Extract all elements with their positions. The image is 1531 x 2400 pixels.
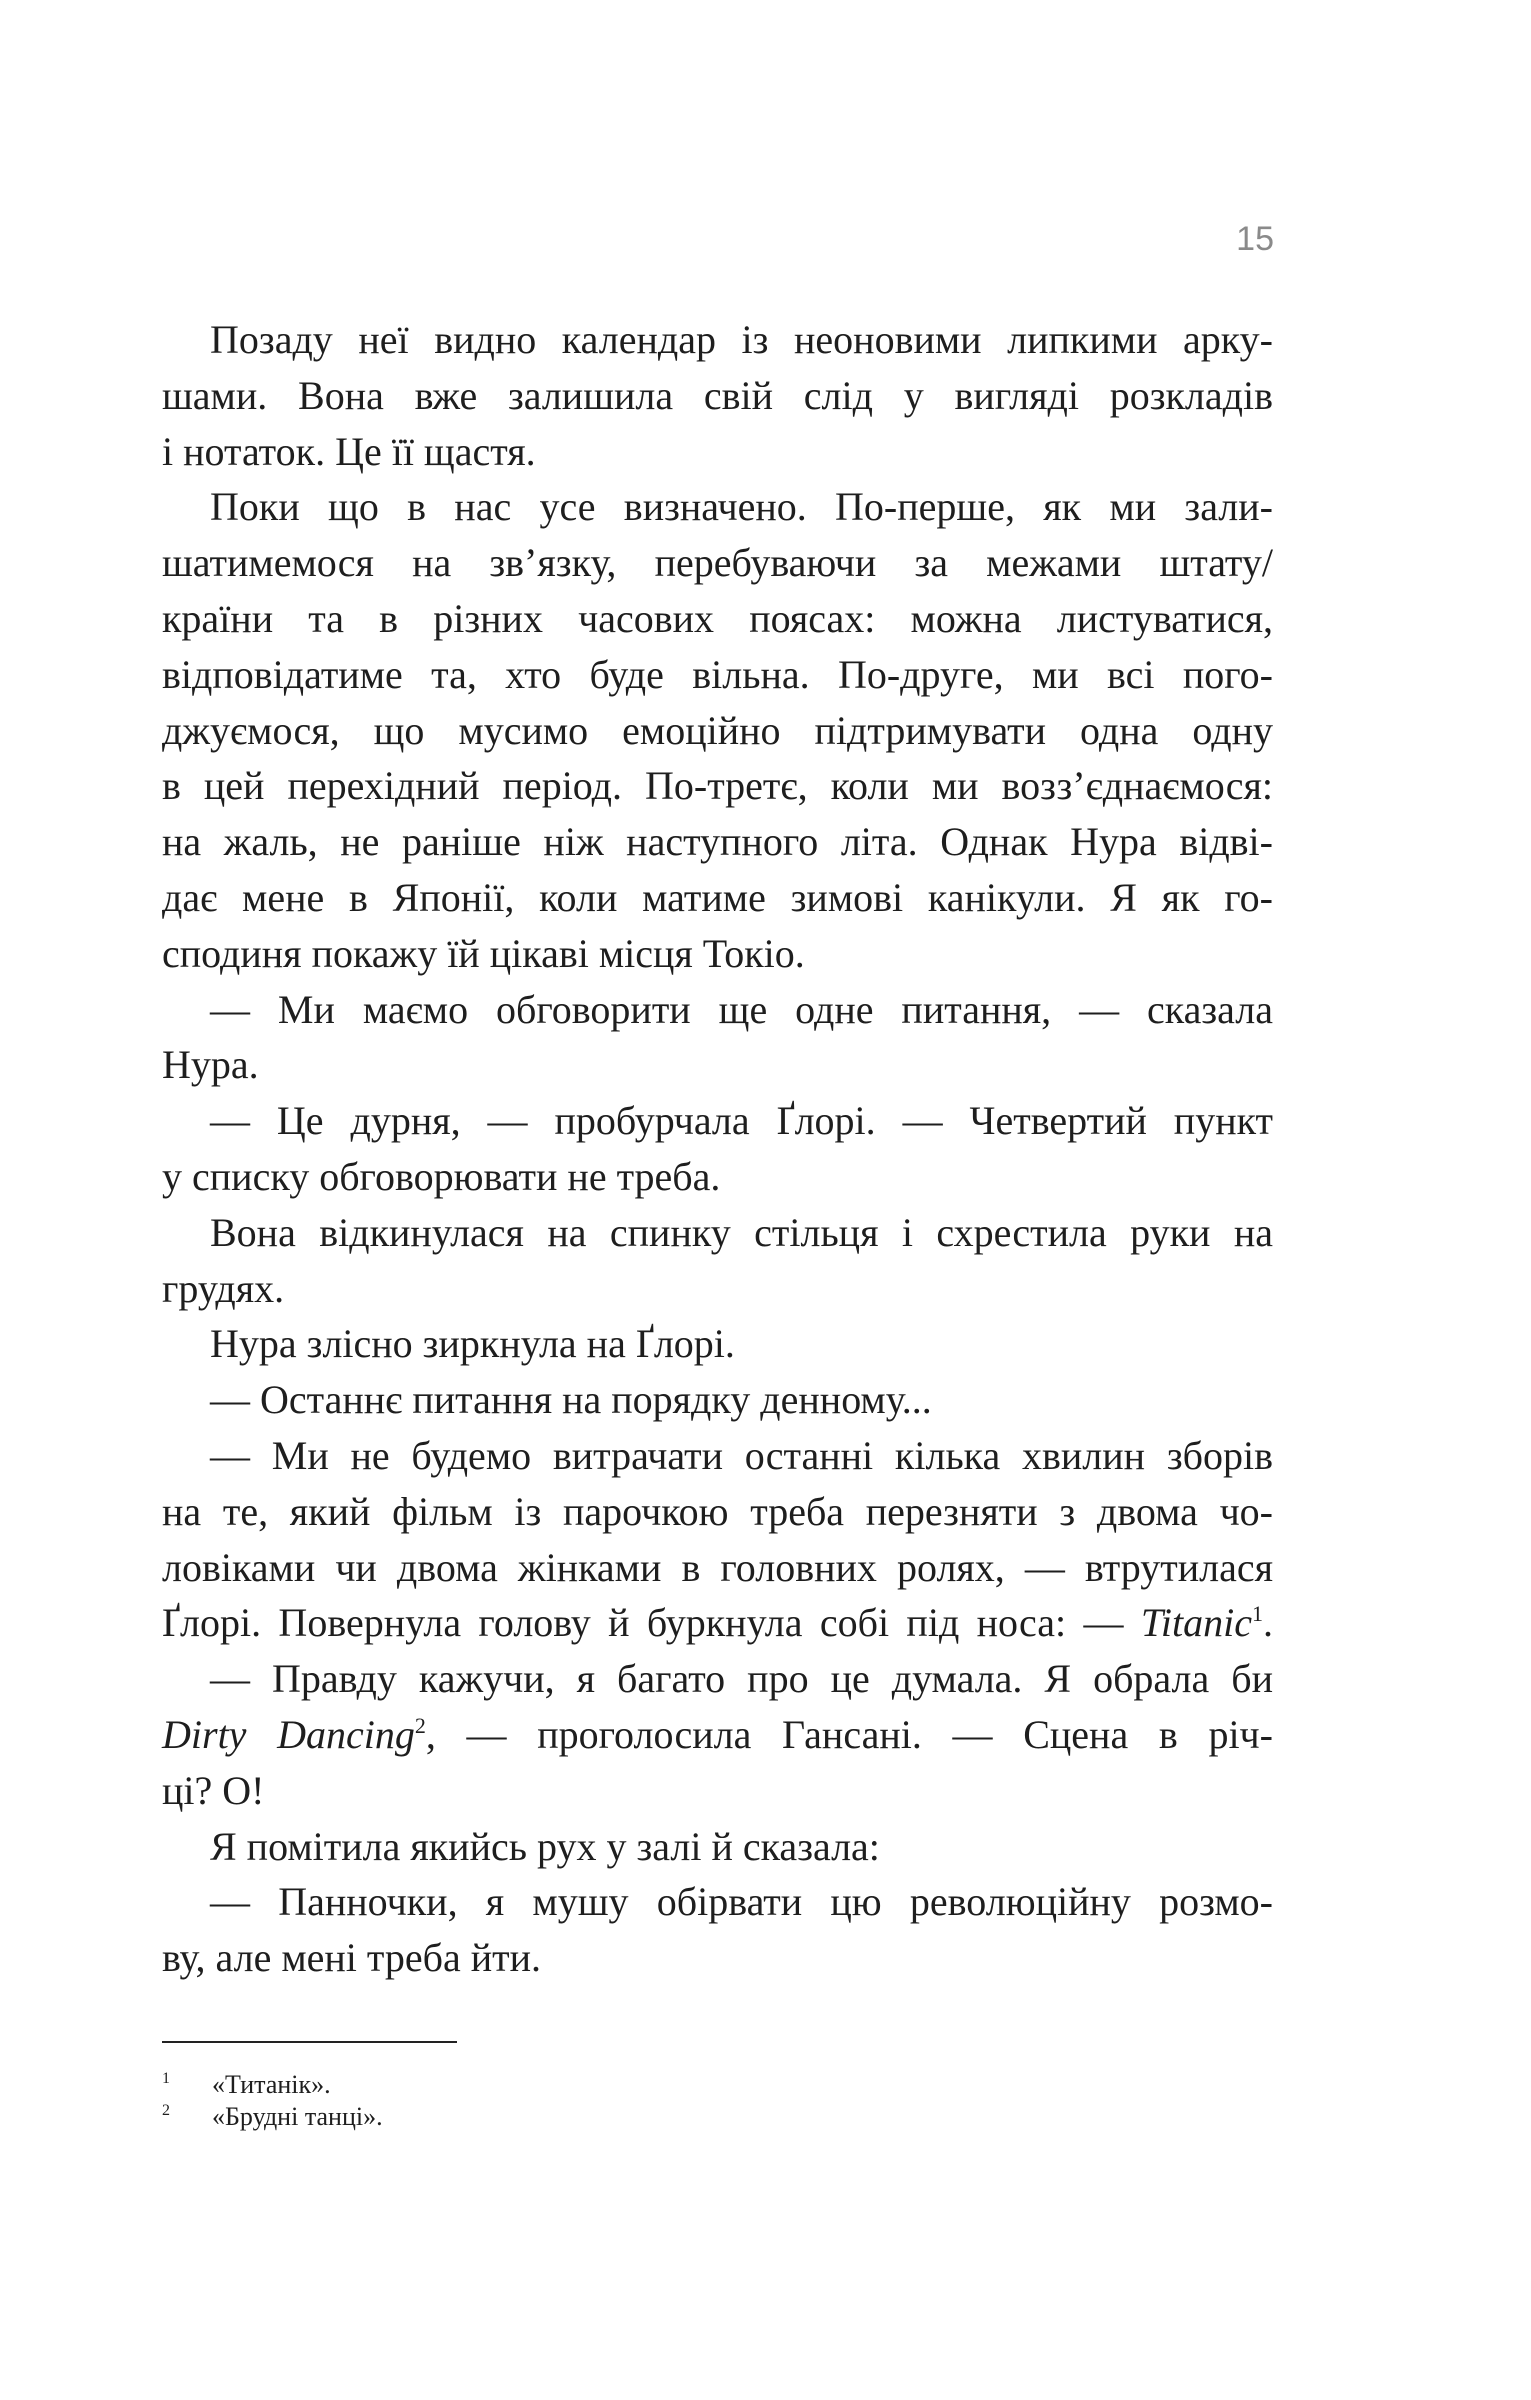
footnote-ref[interactable]: 1 xyxy=(1252,1601,1264,1627)
body-text xyxy=(162,312,1273,1986)
text-line xyxy=(162,1205,1273,1261)
text-line xyxy=(162,870,1273,926)
italic-title: Titanic xyxy=(1140,1600,1253,1646)
line-text: Вона відкинулася на спинку стільця і схрестила руки на xyxy=(210,1209,1273,1255)
line-text: дає мене в Японії, коли матиме зимові канікули. Я як го- xyxy=(162,874,1273,920)
text-line xyxy=(162,368,1273,424)
text-line xyxy=(162,535,1273,591)
line-text: Позаду неї видно календар із неоновими липкими арку- xyxy=(210,317,1273,362)
footnote-divider xyxy=(162,2041,457,2043)
text-line xyxy=(162,479,1273,535)
line-text: — Це дурня, — пробурчала Ґлорі. — Четвертий пункт xyxy=(210,1098,1273,1144)
page-number: 15 xyxy=(1236,220,1274,258)
text-line xyxy=(162,312,1273,368)
line-text: ці? О! xyxy=(162,1767,265,1813)
footnote-ref[interactable]: 2 xyxy=(414,1712,426,1738)
line-text: Нура. xyxy=(162,1042,259,1088)
line-text: ловіками чи двома жінками в головних ролях, — втрутилася xyxy=(162,1544,1273,1590)
line-text: у списку обговорювати не треба. xyxy=(162,1153,721,1199)
line-text: шатимемося на зв’язку, перебуваючи за межами штату/ xyxy=(162,540,1273,586)
footnote-mark: 1 xyxy=(162,2070,170,2087)
line-text: — Ми маємо обговорити ще одне питання, — сказала xyxy=(210,986,1273,1032)
text-line xyxy=(162,1484,1273,1540)
text-line xyxy=(162,1093,1273,1149)
text-line xyxy=(162,758,1273,814)
text-line xyxy=(162,703,1273,759)
line-text: шами. Вона вже залишила свій слід у вигляді розкладів xyxy=(162,372,1273,418)
text-line xyxy=(162,1149,1273,1205)
line-text: сподиня покажу їй цікаві місця Токіо. xyxy=(162,930,805,976)
line-text: і нотаток. Це її щастя. xyxy=(162,428,536,474)
text-line xyxy=(162,591,1273,647)
line-text: — Правду кажучи, я багато про це думала. Я обрала би xyxy=(210,1656,1273,1702)
text-line xyxy=(162,1037,1273,1093)
text-line xyxy=(162,982,1273,1038)
text-line xyxy=(162,1428,1273,1484)
text-line xyxy=(162,1763,1273,1819)
line-text: грудях. xyxy=(162,1265,285,1311)
text-line xyxy=(162,814,1273,870)
footnote-text: «Брудні танці». xyxy=(212,2102,383,2131)
line-text: на те, який фільм із парочкою треба перезняти з двома чо- xyxy=(162,1488,1273,1534)
footnote-text: «Титанік». xyxy=(212,2070,331,2099)
footnote xyxy=(162,2101,862,2133)
punctuation: . xyxy=(1263,1600,1274,1646)
footnote-mark: 2 xyxy=(162,2102,170,2119)
line-text: джуємося, що мусимо емоційно підтримувати одна одну xyxy=(162,707,1273,753)
footnote xyxy=(162,2069,862,2101)
text-line xyxy=(162,1819,1273,1875)
line-text: Ґлорі. Повернула голову й буркнула собі під носа: — xyxy=(162,1600,1124,1646)
text-line xyxy=(162,1874,1273,1930)
text-line xyxy=(162,1930,1273,1986)
line-text: , — проголосила Гансані. — Сцена в річ- xyxy=(425,1711,1273,1757)
text-line xyxy=(162,1316,1273,1372)
line-text: — Останнє питання на порядку денному... xyxy=(210,1377,932,1423)
line-text: Нура злісно зиркнула на Ґлорі. xyxy=(210,1321,735,1367)
text-line xyxy=(162,1707,1273,1763)
line-text: на жаль, не раніше ніж наступного літа. Однак Нура відві- xyxy=(162,819,1273,865)
line-text: — Ми не будемо витрачати останні кілька хвилин зборів xyxy=(210,1432,1273,1478)
line-text: відповідатиме та, хто буде вільна. По-друге, ми всі пого- xyxy=(162,651,1273,697)
text-line xyxy=(162,1261,1273,1317)
text-line xyxy=(162,647,1273,703)
line-text: — Панночки, я мушу обірвати цю революційну розмо- xyxy=(210,1879,1273,1925)
text-line xyxy=(162,424,1273,480)
text-line xyxy=(162,1540,1273,1596)
italic-title: Dirty Dancing xyxy=(162,1711,415,1757)
line-text: країни та в різних часових поясах: можна листуватися, xyxy=(162,595,1273,641)
text-line xyxy=(162,1595,1273,1651)
line-text: Поки що в нас усе визначено. По-перше, як ми зали- xyxy=(210,484,1273,530)
footnotes xyxy=(162,2069,862,2133)
line-text: в цей перехідний період. По-третє, коли ми возз’єднаємося: xyxy=(162,763,1273,809)
line-text: Я помітила якийсь рух у залі й сказала: xyxy=(210,1823,880,1869)
line-text: ву, але мені треба йти. xyxy=(162,1935,542,1981)
text-line xyxy=(162,926,1273,982)
text-line xyxy=(162,1651,1273,1707)
text-line xyxy=(162,1372,1273,1428)
